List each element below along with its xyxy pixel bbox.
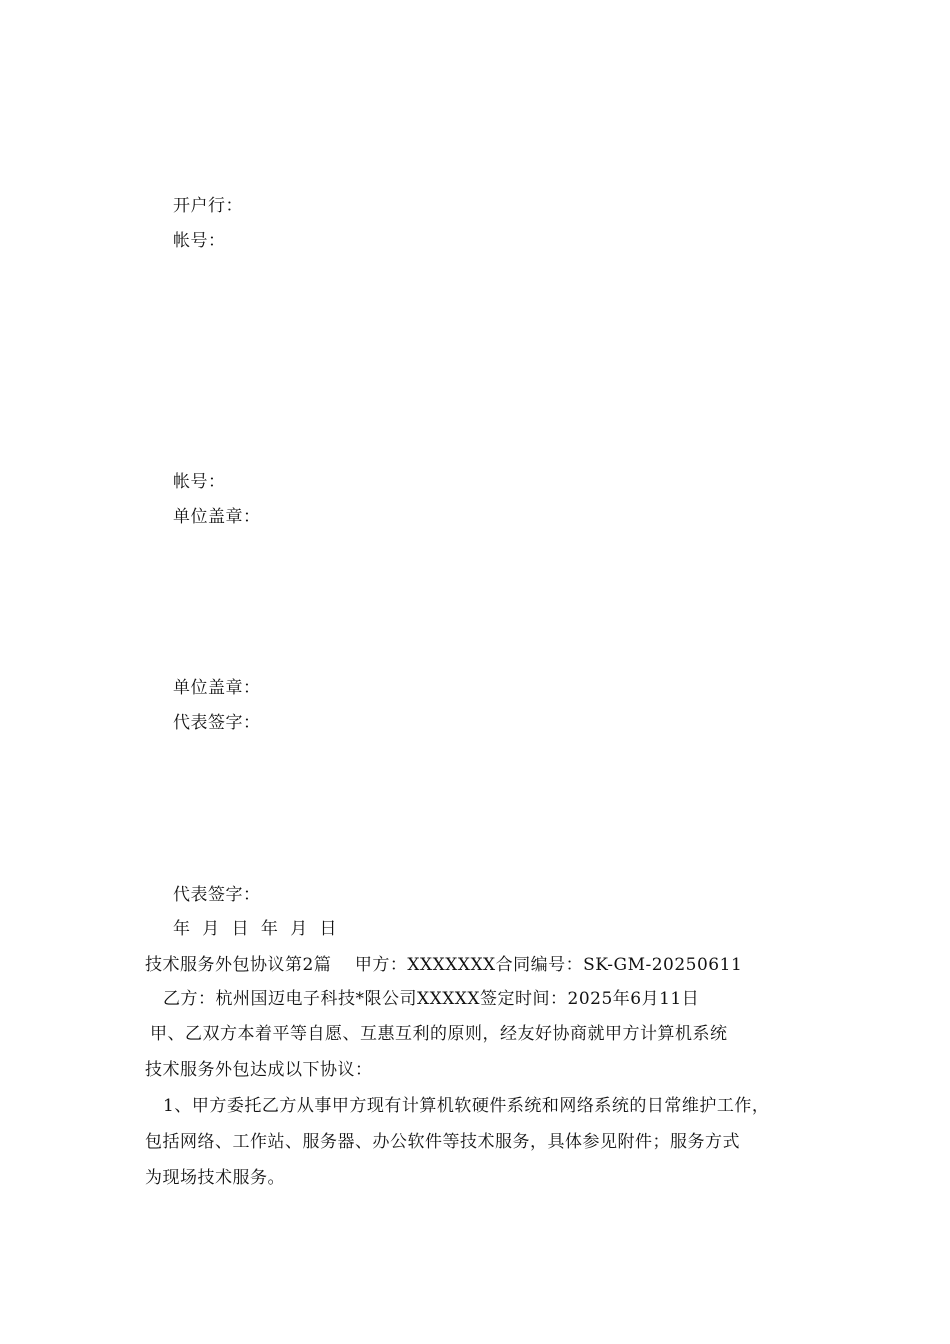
account-label: 帐号： — [173, 472, 226, 492]
signature-label: 代表签字： — [173, 885, 261, 905]
seal-label: 单位盖章： — [173, 507, 261, 527]
paragraph-line: 为现场技术服务。 — [145, 1168, 285, 1188]
paragraph-line: 甲、乙双方本着平等自愿、互惠互利的原则，经友好协商就甲方计算机系统 — [150, 1024, 728, 1044]
party-b-line: 乙方：杭州国迈电子科技*限公司XXXXX签定时间：2025年6月11日 — [163, 989, 700, 1009]
date-line: 年 月 日 年 月 日 — [173, 919, 338, 939]
bank-label: 开户行： — [173, 196, 243, 216]
seal-label: 单位盖章： — [173, 678, 261, 698]
paragraph-line: 技术服务外包达成以下协议： — [145, 1060, 373, 1080]
paragraph-line: 包括网络、工作站、服务器、办公软件等技术服务，具体参见附件；服务方式 — [145, 1132, 740, 1152]
paragraph-line: 1、甲方委托乙方从事甲方现有计算机软硬件系统和网络系统的日常维护工作， — [163, 1096, 770, 1116]
agreement-title: 技术服务外包协议第2篇 甲方：XXXXXXX合同编号：SK-GM-20250611 — [145, 955, 743, 975]
signature-label: 代表签字： — [173, 713, 261, 733]
account-label: 帐号： — [173, 231, 226, 251]
